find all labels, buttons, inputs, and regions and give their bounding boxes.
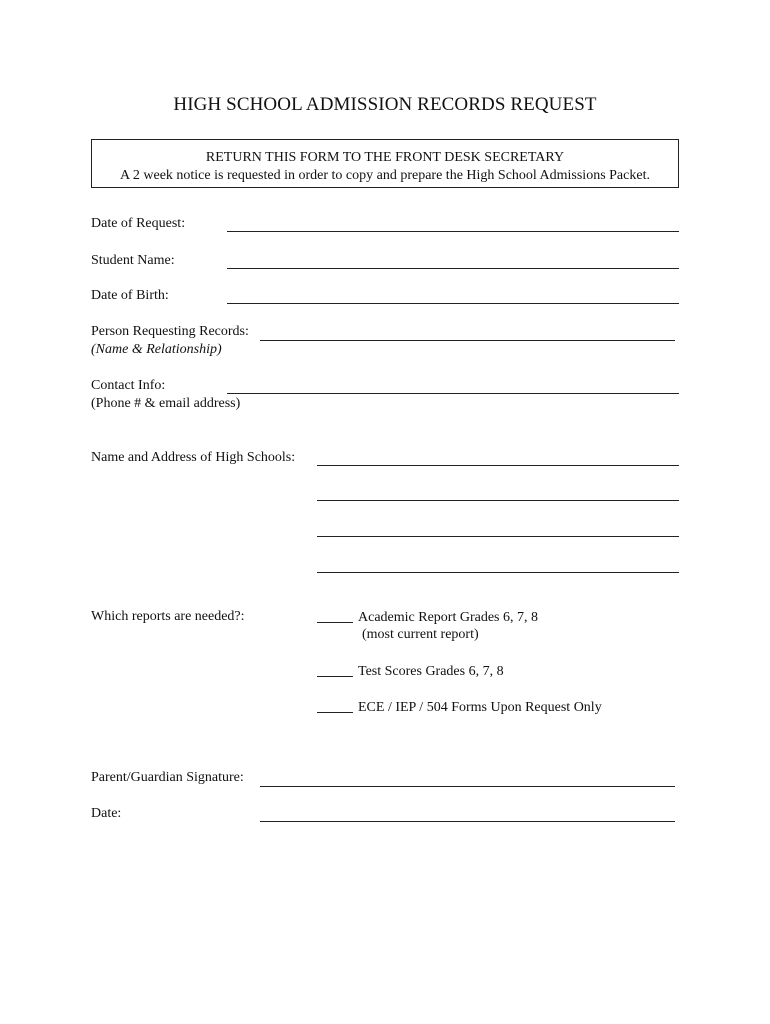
signature-label: Parent/Guardian Signature: (91, 770, 244, 785)
report-check-blank[interactable] (317, 698, 353, 713)
student-name-label: Student Name: (91, 253, 175, 268)
notice-box (91, 139, 679, 188)
report-check-blank[interactable] (317, 608, 353, 623)
notice-text: A 2 week notice is requested in order to copy and prepare the High School Admissions Packet. (120, 168, 650, 183)
reports-needed-label: Which reports are needed?: (91, 609, 245, 624)
person-requesting-label: Person Requesting Records: (91, 324, 249, 339)
date-of-birth-field[interactable] (227, 303, 679, 304)
report-option-note: (most current report) (362, 627, 479, 642)
report-option-academic[interactable] (317, 608, 538, 627)
date-of-birth-label: Date of Birth: (91, 288, 169, 303)
date-of-request-field[interactable] (227, 231, 679, 232)
report-option-label: Test Scores Grades 6, 7, 8 (358, 664, 504, 679)
person-requesting-hint: (Name & Relationship) (91, 342, 222, 357)
date-field[interactable] (260, 821, 675, 822)
high-schools-field-1[interactable] (317, 465, 679, 466)
page-title: HIGH SCHOOL ADMISSION RECORDS REQUEST (173, 94, 597, 115)
notice-heading: RETURN THIS FORM TO THE FRONT DESK SECRETARY (205, 150, 565, 165)
report-option-label: Academic Report Grades 6, 7, 8 (358, 610, 538, 625)
report-option-test-scores[interactable] (317, 662, 504, 681)
high-schools-field-2[interactable] (317, 500, 679, 501)
date-label: Date: (91, 806, 122, 821)
person-requesting-field[interactable] (260, 340, 675, 341)
student-name-field[interactable] (227, 268, 679, 269)
signature-field[interactable] (260, 786, 675, 787)
report-option-ece-iep[interactable] (317, 698, 602, 717)
high-schools-label: Name and Address of High Schools: (91, 450, 296, 465)
high-schools-field-4[interactable] (317, 572, 679, 573)
high-schools-field-3[interactable] (317, 536, 679, 537)
contact-info-field[interactable] (227, 393, 679, 394)
date-of-request-label: Date of Request: (91, 216, 186, 231)
report-option-label: ECE / IEP / 504 Forms Upon Request Only (358, 700, 602, 715)
contact-info-hint: (Phone # & email address) (91, 396, 241, 411)
contact-info-label: Contact Info: (91, 378, 166, 393)
report-check-blank[interactable] (317, 662, 353, 677)
